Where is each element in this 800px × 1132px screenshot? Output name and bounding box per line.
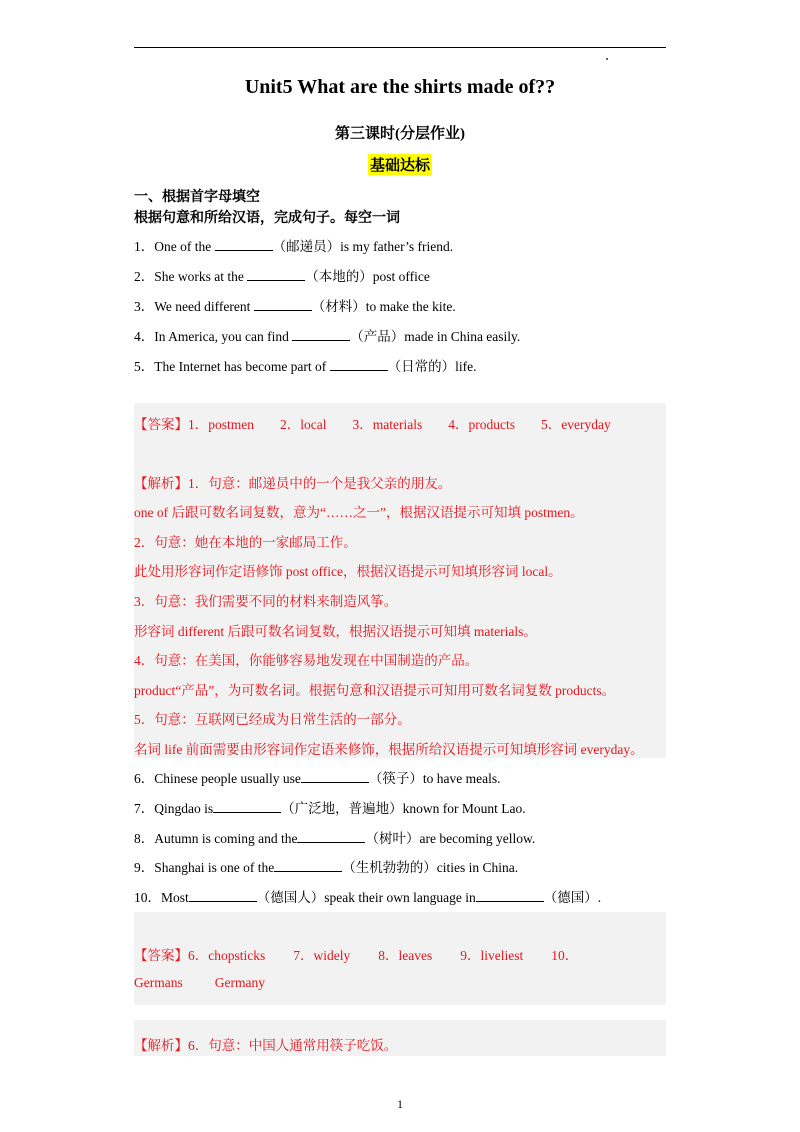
question-8: 8．Autumn is coming and the （树叶）are becoming yellow. bbox=[134, 831, 536, 846]
question-2: 2．She works at the （本地的）post office bbox=[134, 269, 430, 284]
answer-line: 【答案】1．postmen 2．local 3．materials 4．products 5．everyday bbox=[134, 417, 611, 432]
analysis-line: 此处用形容词作定语修饰 post office，根据汉语提示可知填形容词 local。 bbox=[134, 564, 562, 579]
answer-blank[interactable] bbox=[274, 859, 342, 872]
answer-blank[interactable] bbox=[476, 889, 544, 902]
analysis-line: 5．句意：互联网已经成为日常生活的一部分。 bbox=[134, 712, 411, 727]
section-instruction: 根据句意和所给汉语，完成句子。每空一词 bbox=[134, 210, 400, 226]
answer-blank[interactable] bbox=[189, 889, 257, 902]
answer-line-continued: Germans Germany bbox=[134, 975, 265, 990]
answer-blank[interactable] bbox=[292, 328, 350, 341]
answer-blank[interactable] bbox=[254, 298, 312, 311]
answer-blank[interactable] bbox=[215, 238, 273, 251]
question-7: 7．Qingdao is （广泛地，普遍地）known for Mount Lao. bbox=[134, 801, 526, 816]
answer-blank[interactable] bbox=[301, 770, 369, 783]
analysis-line: product“产品”，为可数名词。根据句意和汉语提示可知用可数名词复数 products。 bbox=[134, 683, 616, 698]
answer-blank[interactable] bbox=[297, 830, 365, 843]
answer-blank[interactable] bbox=[330, 358, 388, 371]
analysis-line: 2．句意：她在本地的一家邮局工作。 bbox=[134, 535, 357, 550]
page-number: 1 bbox=[397, 1097, 403, 1111]
level-badge: 基础达标 bbox=[368, 154, 432, 175]
answer-analysis-box bbox=[134, 403, 666, 758]
lesson-subtitle: 第三课时(分层作业) bbox=[335, 126, 465, 142]
section-heading: 一、根据首字母填空 bbox=[134, 189, 260, 205]
analysis-line: 【解析】6．句意：中国人通常用筷子吃饭。 bbox=[134, 1038, 398, 1053]
question-4: 4．In America, you can find （产品）made in China easily. bbox=[134, 329, 521, 344]
question-3: 3．We need different （材料）to make the kite. bbox=[134, 299, 456, 314]
header-rule bbox=[134, 47, 666, 48]
answer-line: 【答案】6．chopsticks 7．widely 8．leaves 9．liveliest 10． bbox=[134, 948, 579, 963]
answer-blank[interactable] bbox=[213, 800, 281, 813]
answer-blank[interactable] bbox=[247, 268, 305, 281]
question-10: 10．Most （德国人）speak their own language in （德国）. bbox=[134, 890, 602, 905]
analysis-line: 名词 life 前面需要由形容词作定语来修饰，根据所给汉语提示可知填形容词 everyday。 bbox=[134, 742, 644, 757]
analysis-line: 【解析】1．句意：邮递员中的一个是我父亲的朋友。 bbox=[134, 476, 452, 491]
analysis-line: 3．句意：我们需要不同的材料来制造风筝。 bbox=[134, 594, 398, 609]
page-title: Unit5 What are the shirts made of?? bbox=[244, 76, 556, 98]
question-1: 1．One of the （邮递员）is my father’s friend. bbox=[134, 239, 454, 254]
header-dot bbox=[606, 58, 608, 60]
analysis-line: one of 后跟可数名词复数，意为“……之一”，根据汉语提示可知填 postmen。 bbox=[134, 505, 584, 520]
question-5: 5．The Internet has become part of （日常的）life. bbox=[134, 359, 477, 374]
analysis-line: 形容词 different 后跟可数名词复数，根据汉语提示可知填 materials。 bbox=[134, 624, 537, 639]
question-9: 9．Shanghai is one of the （生机勃勃的）cities in China. bbox=[134, 860, 519, 875]
question-6: 6．Chinese people usually use （筷子）to have meals. bbox=[134, 771, 501, 786]
analysis-line: 4．句意：在美国，你能够容易地发现在中国制造的产品。 bbox=[134, 653, 479, 668]
